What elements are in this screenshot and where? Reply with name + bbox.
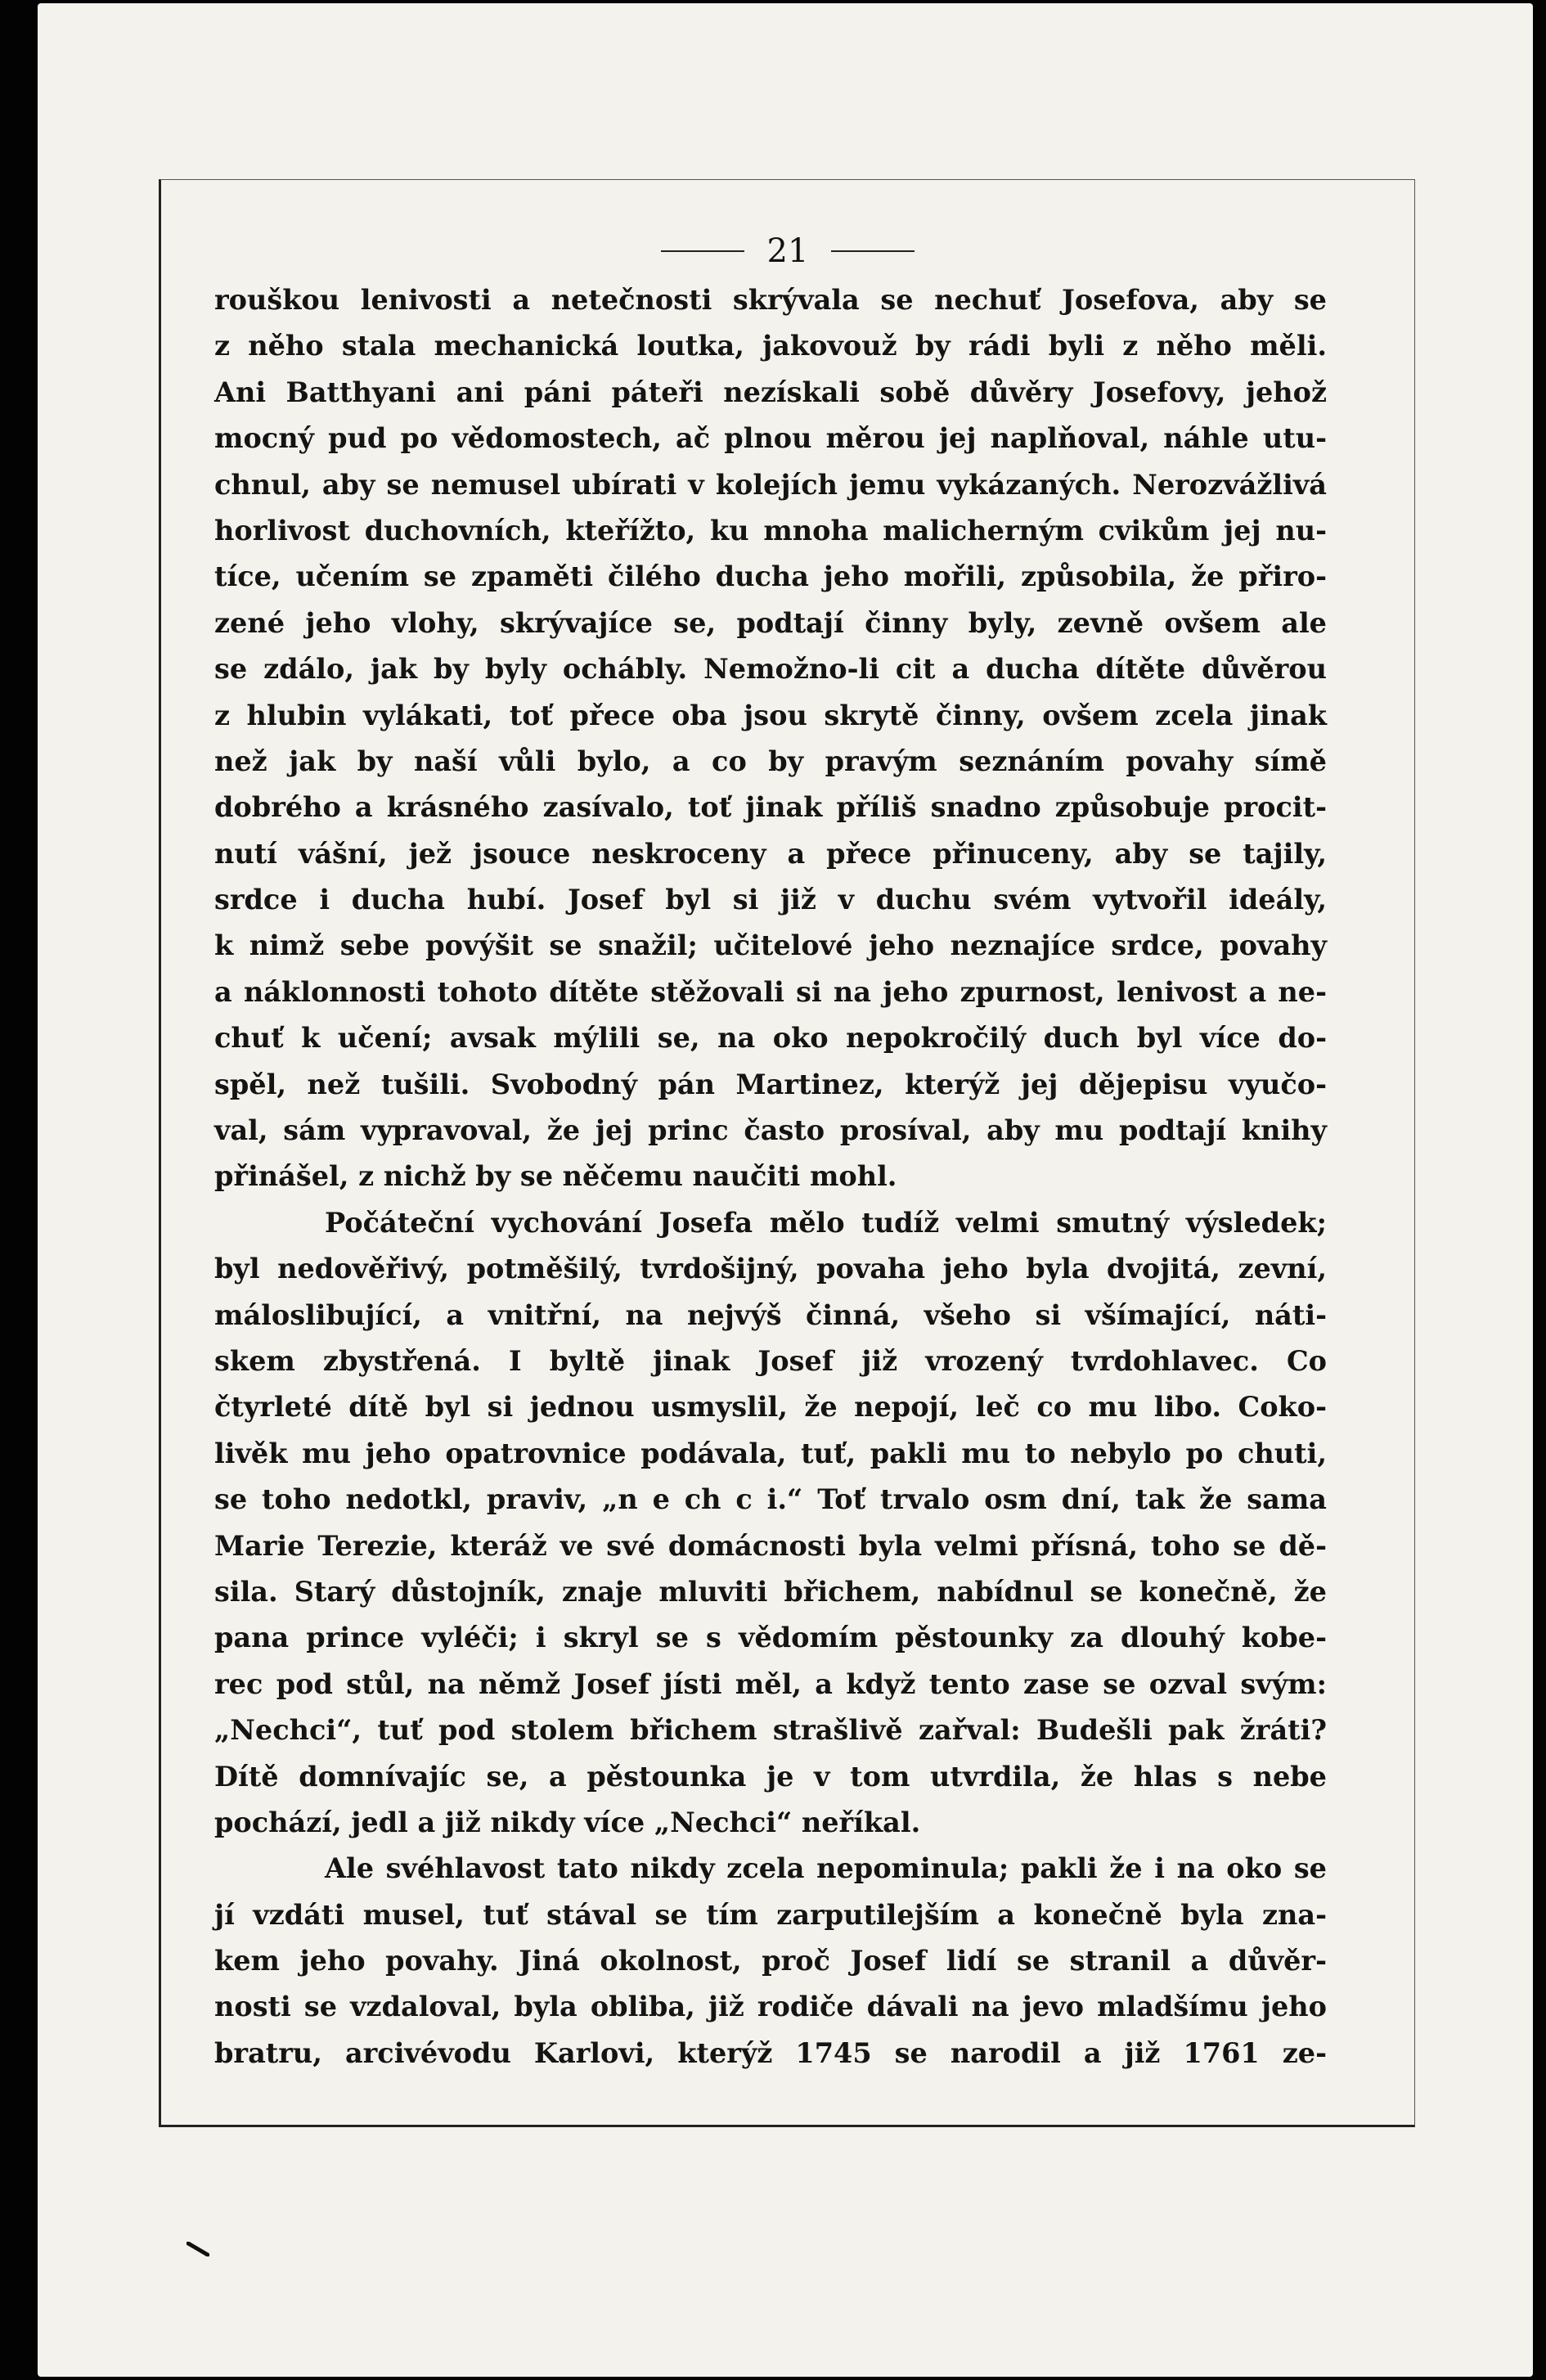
text-line (214, 1892, 1327, 1938)
text-line-content: skem zbystřená. I byltě jinak Josef již vrozený tvrdohlavec. Co (214, 1344, 1327, 1377)
text-line (214, 1477, 1327, 1523)
text-line (214, 1293, 1327, 1338)
text-line-content: tíce, učením se zpaměti čilého ducha jeho mořili, způsobila, že přiro- (214, 560, 1327, 593)
text-line (214, 1015, 1327, 1061)
text-line (214, 416, 1327, 461)
text-line-content: zené jeho vlohy, skrývajíce se, podtají činny byly, zevně ovšem ale (214, 606, 1327, 639)
text-line-content: nosti se vzdaloval, byla obliba, již rodiče dávali na jevo mladšímu jeho (214, 1991, 1327, 2023)
body-text (214, 277, 1327, 2076)
text-line (214, 1384, 1327, 1430)
text-line (214, 831, 1327, 877)
text-line-content: nutí vášní, jež jsouce neskroceny a přece přinuceny, aby se tajily, (214, 837, 1327, 870)
text-line-content: máloslibující, a vnitřní, na nejvýš činná, všeho si všímající, náti- (214, 1298, 1327, 1331)
text-line-content: než jak by naší vůli bylo, a co by pravým seznáním povahy símě (214, 745, 1327, 777)
text-line-content: čtyrleté dítě byl si jednou usmyslil, že nepojí, leč co mu libo. Coko- (214, 1391, 1327, 1424)
text-line (214, 1662, 1327, 1707)
text-line-content: kem jeho povahy. Jiná okolnost, proč Josef lidí se stranil a důvěr- (214, 1945, 1327, 1977)
text-line-content: Ani Batthyani ani páni páteři nezískali sobě důvěry Josefovy, jehož (214, 376, 1327, 408)
text-line (214, 739, 1327, 785)
text-line-content: pochází, jedl a již nikdy více „Nechci“ neříkal. (214, 1806, 921, 1838)
page-frame (159, 179, 1415, 2127)
text-line (214, 601, 1327, 646)
text-line-content: dobrého a krásného zasívalo, toť jinak příliš snadno způsobuje procit- (214, 791, 1327, 824)
text-line (214, 877, 1327, 923)
text-line-content: se zdálo, jak by byly ochábly. Nemožno-li cit a ducha dítěte důvěrou (214, 653, 1327, 686)
text-line (214, 1938, 1327, 1984)
text-line (214, 554, 1327, 600)
text-line-content: rouškou lenivosti a netečnosti skrývala se nechuť Josefova, aby se (214, 284, 1327, 316)
text-line-content: pana prince vyléči; i skryl se s vědomím pěstounky za dlouhý kobe- (214, 1622, 1327, 1654)
text-line-content: z něho stala mechanická loutka, jakovouž by rádi byli z něho měli. (214, 330, 1327, 362)
text-line-content: k nimž sebe povýšit se snažil; učitelové jeho neznajíce srdce, povahy (214, 929, 1327, 962)
text-line (214, 1569, 1327, 1615)
text-line (214, 1062, 1327, 1108)
text-line (214, 785, 1327, 830)
text-line (214, 1846, 1327, 1892)
header-rule-left (661, 250, 744, 252)
text-line (214, 1707, 1327, 1753)
text-line (214, 323, 1327, 369)
text-line-content: mocný pud po vědomostech, ač plnou měrou jej naplňoval, náhle utu- (214, 422, 1327, 455)
text-line (214, 1108, 1327, 1154)
text-line (214, 1754, 1327, 1800)
page-number: 21 (766, 232, 809, 270)
page-header (161, 227, 1414, 276)
text-line (214, 508, 1327, 554)
text-line-content: jí vzdáti musel, tuť stával se tím zarputilejším a konečně byla zna- (214, 1898, 1327, 1931)
text-line (214, 1200, 1327, 1246)
text-line (214, 1984, 1327, 2030)
header-rule-right (831, 250, 915, 252)
text-line (214, 646, 1327, 692)
text-line-content: sila. Starý důstojník, znaje mluviti břichem, nabídnul se konečně, že (214, 1575, 1327, 1608)
text-line (214, 1154, 1327, 1199)
text-line-content: chnul, aby se nemusel ubírati v kolejích jemu vykázaných. Nerozvážlivá (214, 468, 1327, 501)
text-line-content: horlivost duchovních, kteřížto, ku mnoha malicherným cvikům jej nu- (214, 514, 1327, 547)
text-line-content: chuť k učení; avsak mýlili se, na oko nepokročilý duch byl více do- (214, 1022, 1327, 1055)
text-line (214, 693, 1327, 739)
text-line-content: se toho nedotkl, praviv, „n e ch c i.“ Toť trvalo osm dní, tak že sama (214, 1483, 1327, 1516)
text-line-content: Počáteční vychování Josefa mělo tudíž velmi smutný výsledek; (325, 1206, 1327, 1239)
text-line-content: bratru, arcivévodu Karlovi, kterýž 1745 se narodil a již 1761 ze- (214, 2036, 1327, 2069)
text-line-content: spěl, než tušili. Svobodný pán Martinez, kterýž jej dějepisu vyučo- (214, 1068, 1327, 1100)
text-line (214, 1523, 1327, 1569)
text-line-content: „Nechci“, tuť pod stolem břichem strašlivě zařval: Budešli pak žráti? (214, 1714, 1327, 1747)
text-line (214, 1338, 1327, 1384)
text-line-content: Ale svéhlavost tato nikdy zcela nepominula; pakli že i na oko se (325, 1852, 1327, 1885)
text-line-content: srdce i ducha hubí. Josef byl si již v duchu svém vytvořil ideály, (214, 884, 1327, 916)
text-line-content: přinášel, z nichž by se něčemu naučiti mohl. (214, 1160, 897, 1193)
text-line (214, 923, 1327, 969)
text-line (214, 2031, 1327, 2076)
stray-ink-mark (187, 2242, 209, 2256)
text-line-content: livěk mu jeho opatrovnice podávala, tuť, pakli mu to nebylo po chuti, (214, 1437, 1327, 1469)
text-line (214, 1800, 1327, 1846)
text-line-content: Marie Terezie, kteráž ve své domácnosti byla velmi přísná, toho se dě- (214, 1529, 1327, 1562)
text-line (214, 1431, 1327, 1477)
text-line (214, 970, 1327, 1015)
text-line-content: val, sám vypravoval, že jej princ často prosíval, aby mu podtají knihy (214, 1114, 1327, 1147)
book-page (38, 3, 1533, 2377)
text-line (214, 370, 1327, 416)
text-line (214, 462, 1327, 508)
text-line-content: byl nedověřivý, potměšilý, tvrdošijný, povaha jeho byla dvojitá, zevní, (214, 1253, 1327, 1285)
text-line (214, 1246, 1327, 1292)
text-line-content: Dítě domnívajíc se, a pěstounka je v tom utvrdila, že hlas s nebe (214, 1760, 1327, 1793)
text-line-content: z hlubin vylákati, toť přece oba jsou skrytě činny, ovšem zcela jinak (214, 699, 1327, 731)
text-line (214, 277, 1327, 323)
text-line-content: a náklonnosti tohoto dítěte stěžovali si na jeho zpurnost, lenivost a ne- (214, 975, 1327, 1008)
text-line (214, 1615, 1327, 1661)
text-line-content: rec pod stůl, na němž Josef jísti měl, a když tento zase se ozval svým: (214, 1667, 1327, 1700)
